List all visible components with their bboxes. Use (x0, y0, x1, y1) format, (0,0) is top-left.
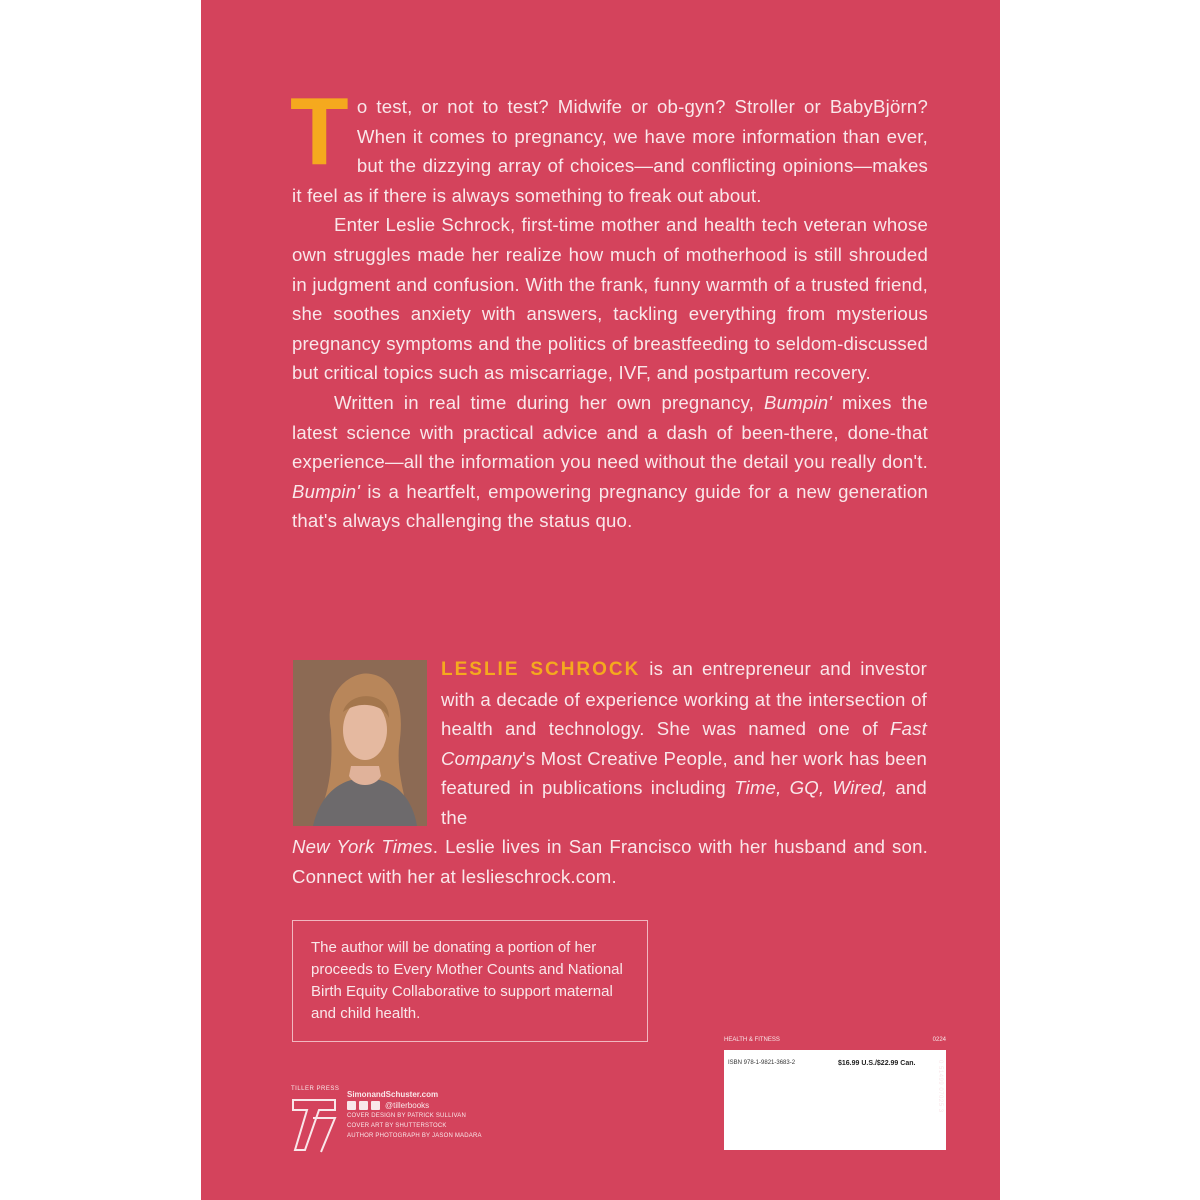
author-bio (441, 654, 927, 833)
bio-text-c: and the (441, 777, 927, 828)
drop-cap: T (290, 78, 349, 185)
publisher-block (291, 1086, 501, 1156)
price: $16.99 U.S./$22.99 Can. (838, 1060, 916, 1067)
instagram-icon (371, 1101, 380, 1110)
blurb-paragraph-3 (292, 388, 928, 536)
bio-text-d: . Leslie lives in San Francisco with her husband and son. Connect with her at leslieschrock.com. (292, 836, 928, 887)
blurb (290, 78, 928, 536)
publisher-label: TILLER PRESS (291, 1086, 340, 1092)
blurb-paragraph-2: Enter Leslie Schrock, first-time mother and health tech veteran whose own struggles made her realize how much of motherhood is still shrouded in judgment and confusion. With the frank, funny warmth of a trusted friend, she soothes anxiety with answers, tackling everything from mysterious pregnancy symptoms and the politics of breastfeeding to seldom-discussed but critical topics such as miscarriage, IVF, and postpartum recovery. (292, 214, 928, 384)
barcode-header (724, 1037, 946, 1043)
bio-text-a: is an entrepreneur and investor with a decade of experience working at the intersection of health and technology. She was named one of (441, 658, 927, 740)
author-photo (293, 660, 427, 826)
cover-art-credit: COVER ART BY SHUTTERSTOCK (347, 1123, 447, 1129)
book-category: HEALTH & FITNESS (724, 1037, 780, 1043)
bio-text-b: 's Most Creative People, and her work has been featured in publications including (441, 747, 927, 799)
p3-text-b: mixes the latest science with practical advice and a dash of been-there, done-that experience—all the information you need without the detail you really don't. (292, 391, 928, 473)
p3-text-c: is a heartfelt, empowering pregnancy guide for a new generation that's always challenging the status quo. (292, 480, 928, 532)
donation-box (292, 920, 648, 1042)
cover-design-credit: COVER DESIGN BY PATRICK SULLIVAN (347, 1113, 466, 1119)
publications-list: Time, GQ, Wired, (734, 777, 888, 799)
author-portrait-image (293, 660, 427, 826)
blurb-paragraph-1 (290, 78, 928, 210)
category-code: 0224 (932, 1037, 946, 1043)
author-photo-credit: AUTHOR PHOTOGRAPH BY JASON MADARA (347, 1133, 482, 1139)
isbn: ISBN 978-1-9821-3683-2 (728, 1060, 796, 1066)
book-title-italic: Bumpin' (764, 391, 833, 413)
author-name: LESLIE SCHROCK (441, 659, 641, 680)
social-handle: @tillerbooks (385, 1101, 430, 1110)
barcode-box (724, 1050, 946, 1150)
donation-text: The author will be donating a portion of her proceeds to Every Mother Counts and National Birth Equity Collaborative to support maternal and child health. (311, 939, 623, 1022)
book-title-italic: Bumpin' (292, 480, 360, 502)
blurb-paragraph-1-text: o test, or not to test? Midwife or ob-gyn? Stroller or BabyBjörn? When it comes to pregnancy, we have more information than ever, but the dizzying array of choices—and conflicting opinions—makes it feel as if there is always something to freak out about. (292, 96, 928, 206)
social-links (347, 1101, 482, 1110)
publication-nyt: New York Times (292, 836, 433, 857)
publisher-info (347, 1090, 482, 1140)
author-bio-continued (292, 832, 928, 891)
p3-text-a: Written in real time during her own pregnancy, (334, 391, 765, 413)
tiller-press-logo (291, 1094, 337, 1154)
back-cover (201, 0, 1000, 1200)
facebook-icon (347, 1101, 356, 1110)
side-code: 0 51499 07025 3 (937, 1060, 943, 1113)
twitter-icon (359, 1101, 368, 1110)
author-bio-text (441, 654, 927, 833)
magazine-fast-company: Fast Company (441, 718, 927, 769)
publisher-website: SimonandSchuster.com (347, 1090, 439, 1099)
